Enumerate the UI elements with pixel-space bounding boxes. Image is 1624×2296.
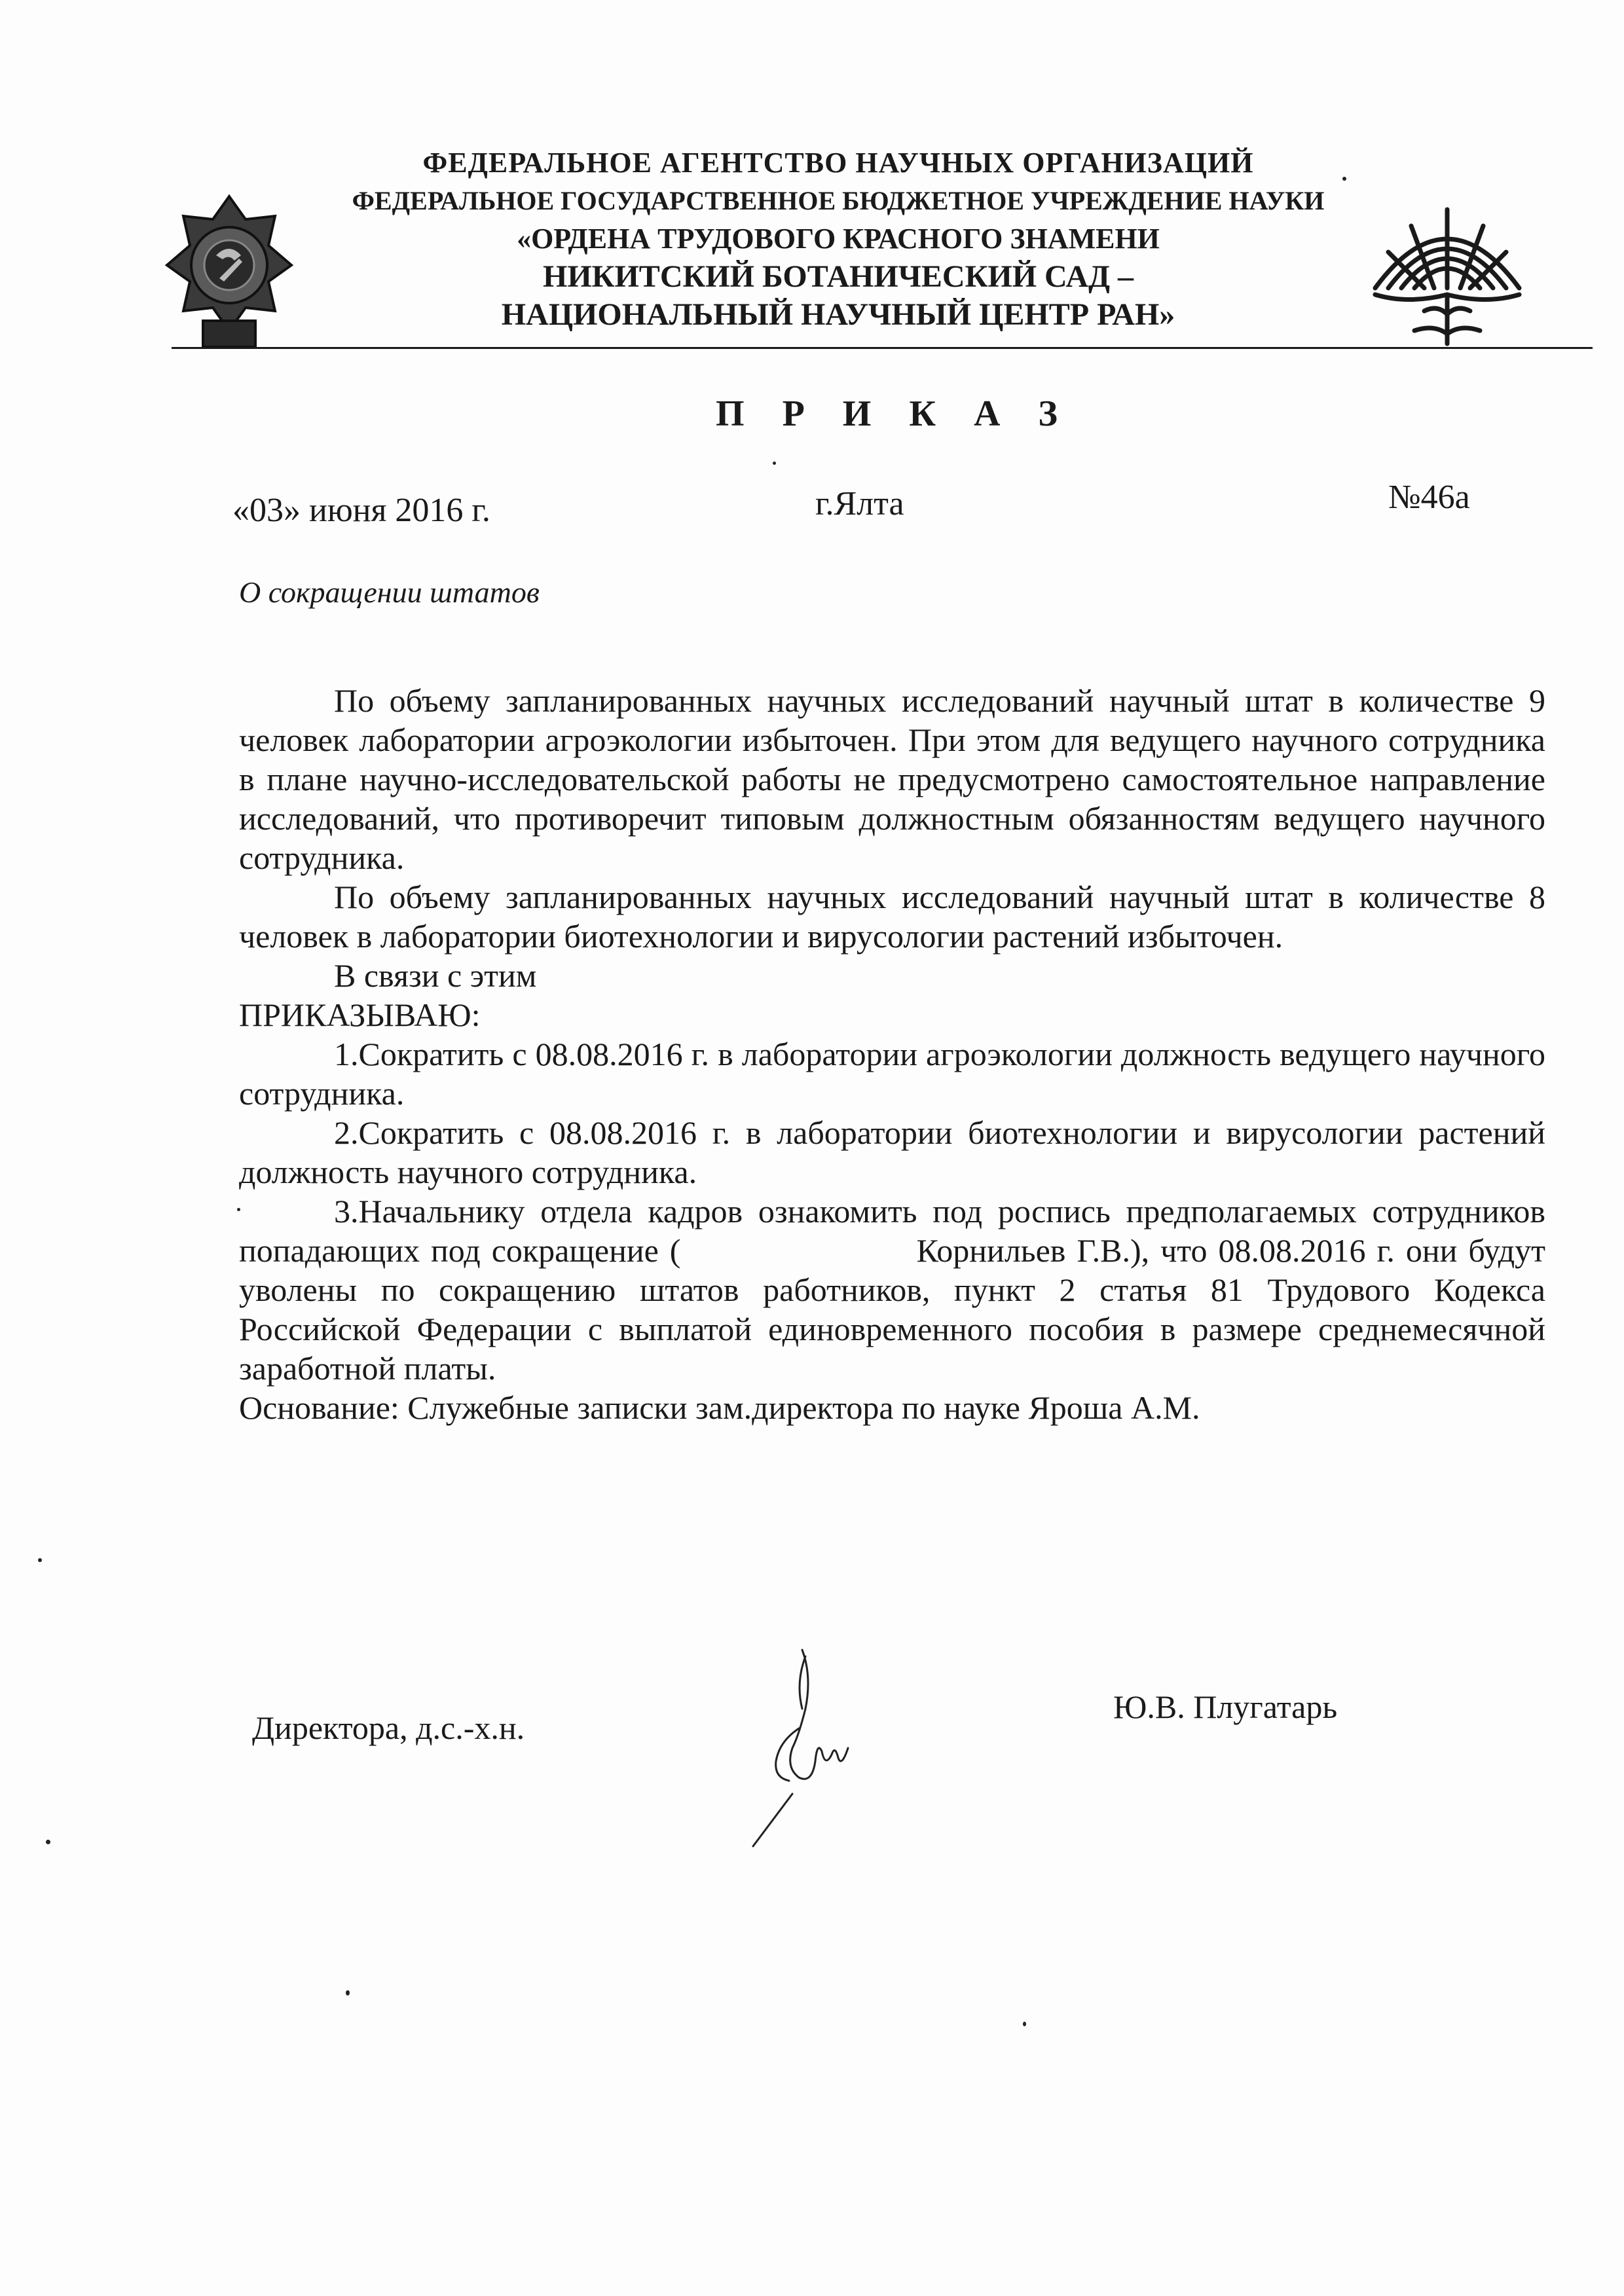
document-city: г.Ялта [815,485,904,522]
header-line-garden: НИКИТСКИЙ БОТАНИЧЕСКИЙ САД – [542,259,1134,294]
order-item-3 [239,1192,1545,1388]
handwritten-signature-icon [740,1637,864,1859]
botanical-garden-fan-logo-icon [1362,196,1532,347]
header-line-center: НАЦИОНАЛЬНЫЙ НАУЧНЫЙ ЦЕНТР РАН» [501,297,1175,332]
scan-speck [1023,2022,1026,2026]
scan-speck [237,1208,240,1211]
document-date: «03» июня 2016 г. [232,492,490,529]
body-paragraph-2: По объему запланированных научных исследований научный штат в количестве 8 человек в лаборатории биотехнологии и вирусологии растений избыточен. [239,879,1545,955]
header-line-institution-type: ФЕДЕРАЛЬНОЕ ГОСУДАРСТВЕННОЕ БЮДЖЕТНОЕ УЧРЕЖДЕНИЕ НАУКИ [352,186,1325,215]
order-basis: Основание: Служебные записки зам.директора по науке Яроша А.М. [239,1389,1200,1426]
organization-header [288,144,1388,334]
body-paragraph-1: По объему запланированных научных исследований научный штат в количестве 9 человек лаборатории агроэкологии избыточен. При этом для ведущего научного сотрудника в плане научно-исследовательской работы не предусмотрено самостоятельное направление исследований, что противоречит типовым должностным обязанностям ведущего научного сотрудника. [239,682,1545,876]
signatory-title: Директора, д.с.-х.н. [252,1709,525,1746]
order-of-red-banner-emblem-icon [164,190,295,354]
order-item-3-part-b: Корнильев Г.В.), что 08.08.2016 г. они будут уволены по сокращению штатов работников, пункт 2 статья 81 Трудового Кодекса Российской Федерации с выплатой единовременного пособия в размере среднемесячной заработной платы. [239,1232,1546,1387]
order-item-3-part-a: 3.Начальнику отдела кадров ознакомить под роспись предполагаемых сотрудников попадающих под сокращение ( [239,1193,1545,1269]
header-line-agency: ФЕДЕРАЛЬНОЕ АГЕНТСТВО НАУЧНЫХ ОРГАНИЗАЦИЙ [422,147,1254,179]
document-body [239,681,1545,1427]
order-item-2: 2.Сократить с 08.08.2016 г. в лаборатории биотехнологии и вирусологии растений должность научного сотрудника. [239,1114,1545,1190]
document-number: №46а [1388,479,1470,516]
order-directive: ПРИКАЗЫВАЮ: [239,996,481,1033]
header-divider [172,347,1593,349]
document-type-title: П Р И К А З [716,393,1072,434]
document-subject: О сокращении штатов [239,575,540,609]
scan-speck [773,462,776,465]
scan-speck [46,1840,50,1844]
scan-speck [346,1990,350,1995]
scan-speck [1342,177,1346,181]
signatory-name: Ю.В. Плугатарь [1113,1688,1338,1725]
order-item-1: 1.Сократить с 08.08.2016 г. в лаборатории агроэкологии должность ведущего научного сотрудника. [239,1036,1545,1112]
header-line-order: «ОРДЕНА ТРУДОВОГО КРАСНОГО ЗНАМЕНИ [517,223,1160,255]
scan-speck [38,1558,42,1562]
body-paragraph-3: В связи с этим [334,957,537,994]
